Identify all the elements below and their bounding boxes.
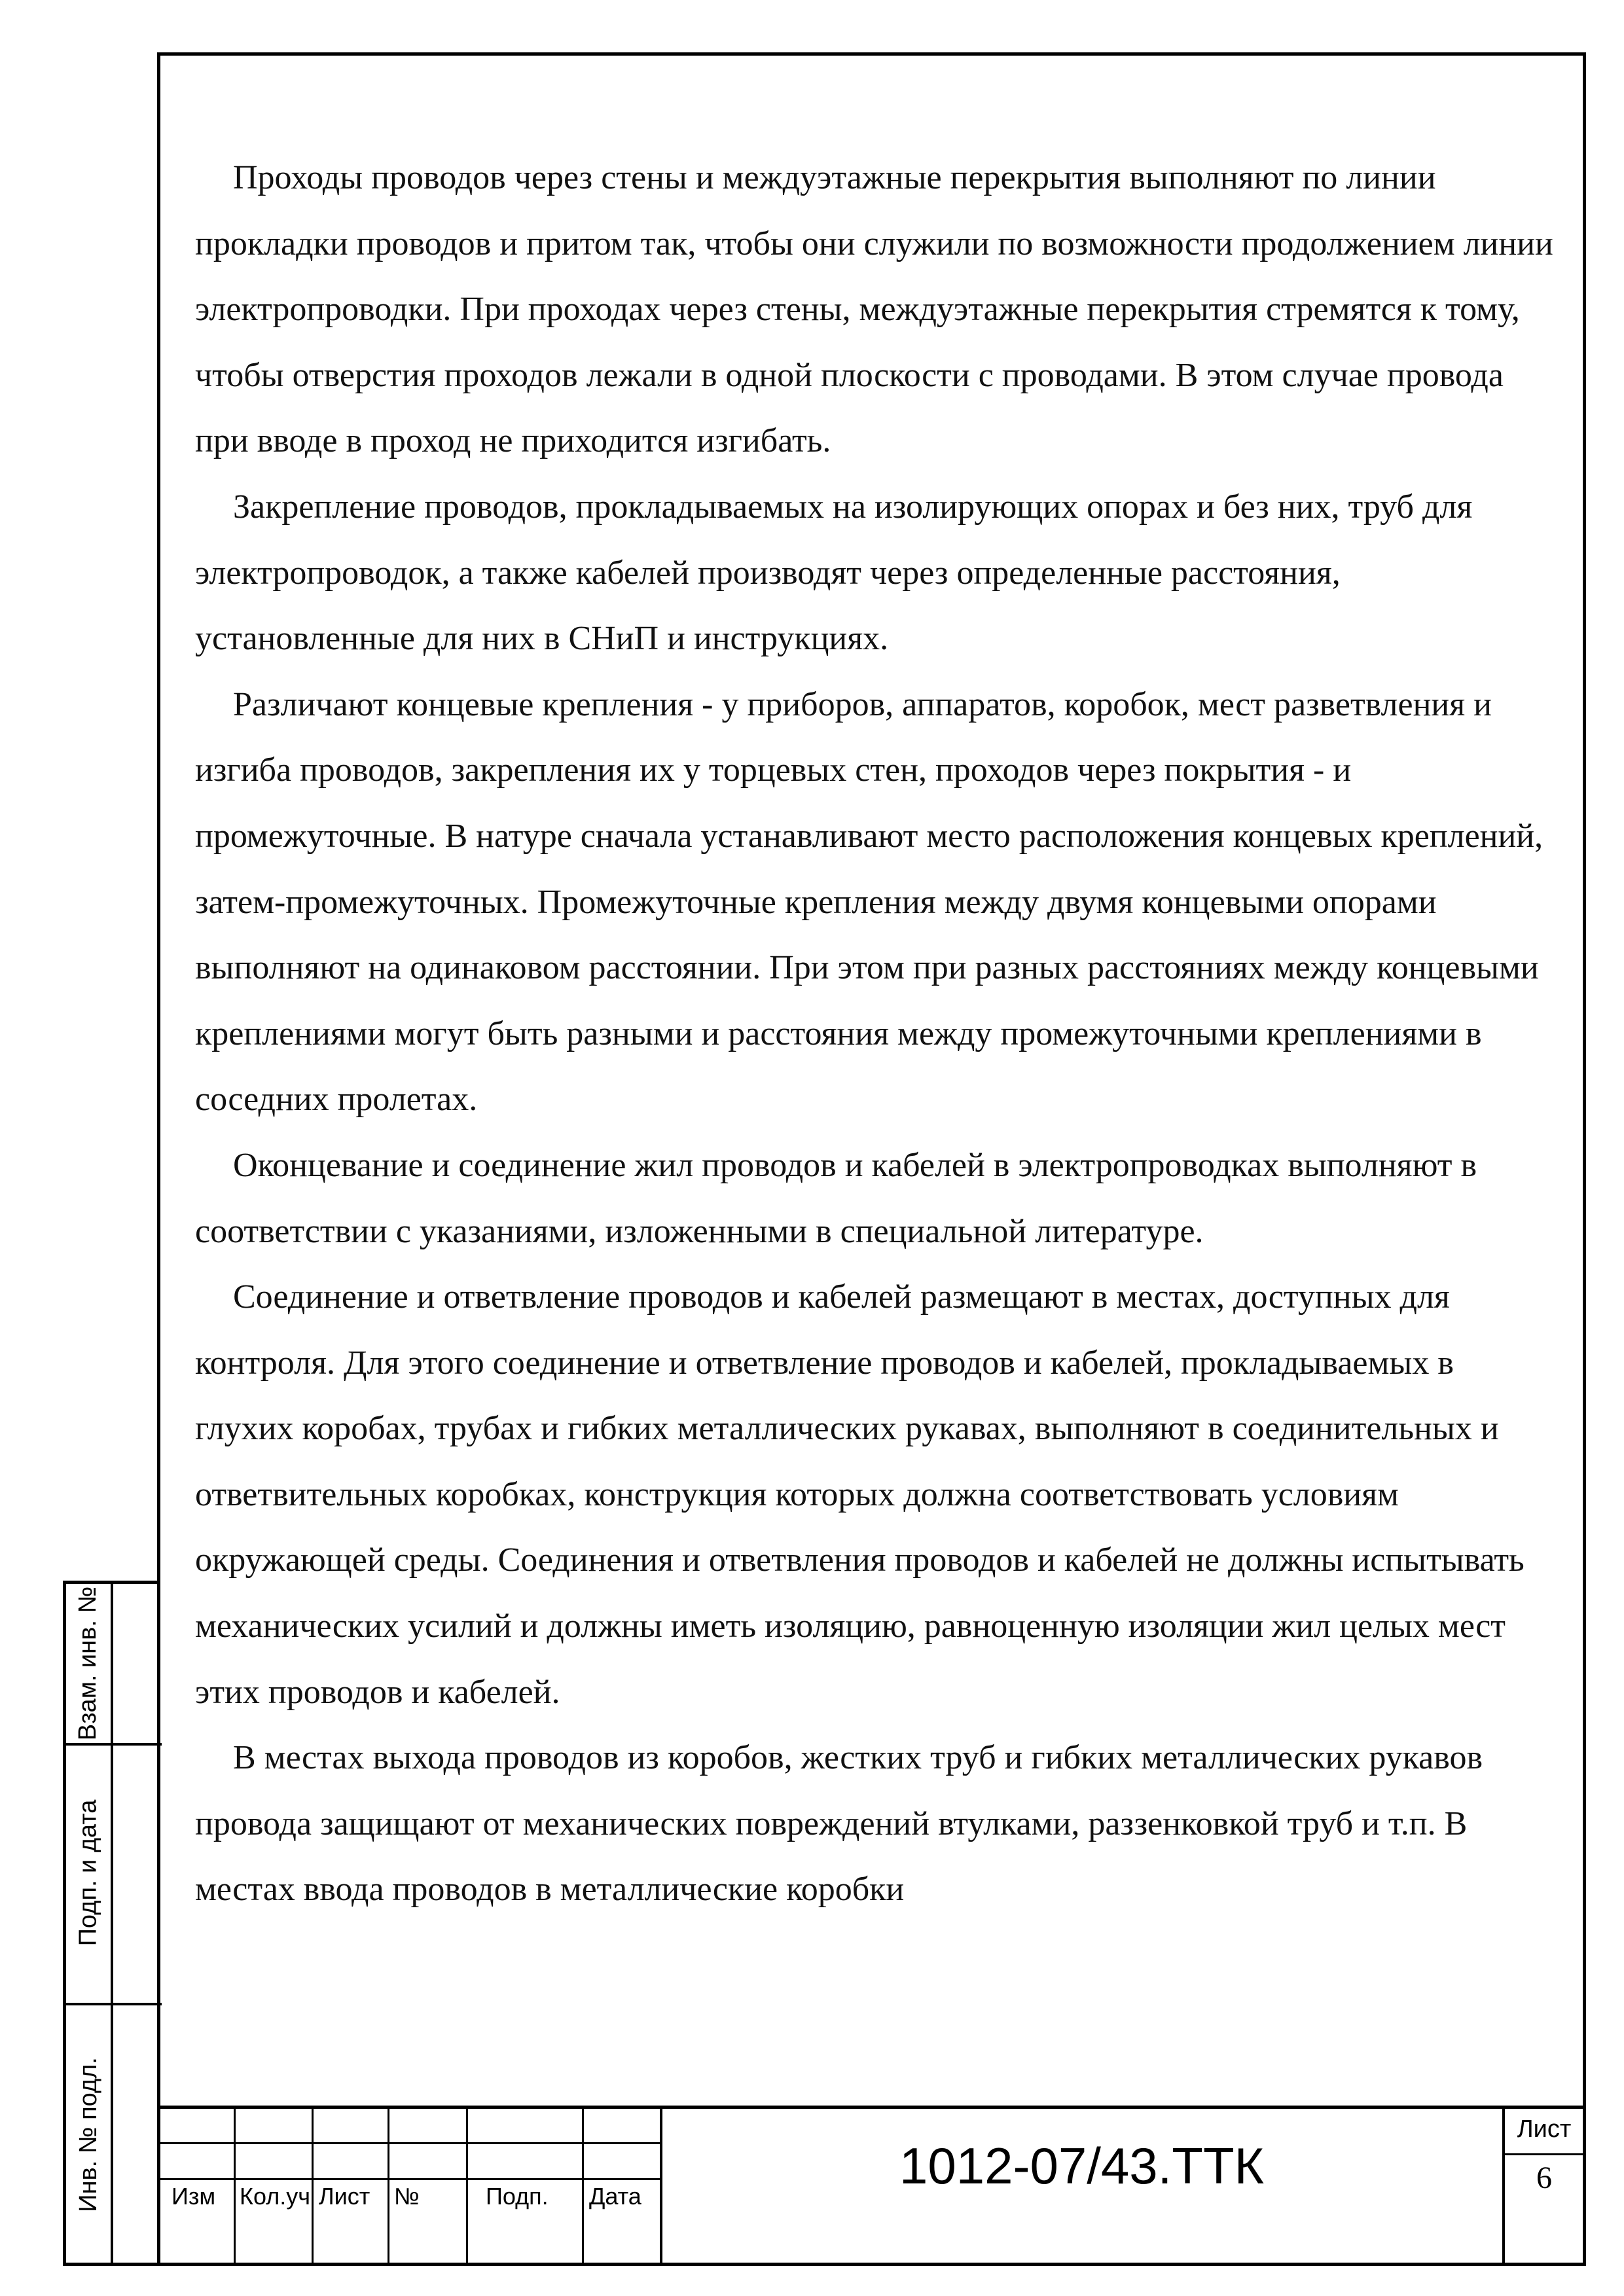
title-block-col-line	[466, 2106, 468, 2266]
col-date-label: Дата	[589, 2183, 641, 2210]
title-block-top-line	[157, 2106, 1586, 2109]
body-text	[195, 145, 1557, 1923]
title-block-row-line	[157, 2178, 661, 2180]
side-stamp-cell	[66, 2003, 111, 2266]
paragraph: Закрепление проводов, прокладываемых на изолирующих опорах и без них, труб для электропроводок, а также кабелей производят через определенные расстояния, установленные для них в СНиП и инструкциях.	[195, 488, 1473, 658]
side-stamp-cell	[66, 1743, 111, 2003]
inv-replace-label: Взам. инв. №	[74, 1586, 102, 1741]
col-doc-label: №	[394, 2183, 420, 2210]
sign-date-label: Подп. и дата	[74, 1799, 102, 1946]
paragraph: Соединение и ответвление проводов и кабелей размещают в местах, доступных для контроля. Для этого соединение и ответвление проводов и кабелей, прокладываемых в глухих коробах, трубах и гибких металлических рукавах, выполняют в соединительных и ответвительных коробках, конструкция которых должна соответствовать условиям окружающей среды. Соединения и ответвления проводов и кабелей не должны испытывать механических усилий и должны иметь изоляцию, равноценную изоляции жил целых мест этих проводов и кабелей.	[195, 1278, 1525, 1711]
title-block-col-line	[312, 2106, 314, 2266]
col-qty-label: Кол.уч	[240, 2183, 310, 2210]
side-stamp-cell	[66, 1584, 111, 1743]
title-block-col-line	[582, 2106, 584, 2266]
sheet-number: 6	[1536, 2161, 1552, 2195]
title-block-row-line	[157, 2142, 661, 2144]
document-code: 1012-07/43.ТТК	[899, 2137, 1265, 2195]
paragraph: Проходы проводов через стены и междуэтажные перекрытия выполняют по линии прокладки проводов и притом так, чтобы они служили по возможности продолжением линии электропроводки. При проходах через стены, междуэтажные перекрытия стремятся к тому, чтобы отверстия проходов лежали в одной плоскости с проводами. В этом случае провода при вводе в проход не приходится изгибать.	[195, 159, 1553, 460]
title-block-col-line	[388, 2106, 389, 2266]
side-stamp	[63, 1581, 158, 2266]
paragraph: В местах выхода проводов из коробов, жестких труб и гибких металлических рукавов провода защищают от механических повреждений втулками, раззенковкой труб и т.п. В местах ввода проводов в металлические коробки	[195, 1739, 1483, 1909]
col-sign-label: Подп.	[486, 2183, 549, 2210]
title-block-col-line	[234, 2106, 236, 2266]
sheet-label: Лист	[1517, 2115, 1572, 2143]
paragraph: Оконцевание и соединение жил проводов и кабелей в электропроводках выполняют в соответствии с указаниями, изложенными в специальной литературе.	[195, 1146, 1477, 1250]
title-block-sheet-line	[1502, 2153, 1586, 2155]
col-sheet-label: Лист	[319, 2183, 370, 2210]
paragraph: Различают концевые крепления - у приборов, аппаратов, коробок, мест разветвления и изгиба проводов, закрепления их у торцевых стен, проходов через покрытия - и промежуточные. В натуре сначала устанавливают место расположения концевых креплений, затем-промежуточных. Промежуточные крепления между двумя концевыми опорами выполняют на одинаковом расстоянии. При этом при разных расстояниях между концевыми креплениями могут быть разными и расстояния между промежуточными креплениями в соседних пролетах.	[195, 685, 1543, 1119]
inv-original-label: Инв. № подл.	[74, 2056, 102, 2212]
col-change-label: Изм	[171, 2183, 216, 2210]
side-stamp-divider	[111, 1584, 113, 2263]
